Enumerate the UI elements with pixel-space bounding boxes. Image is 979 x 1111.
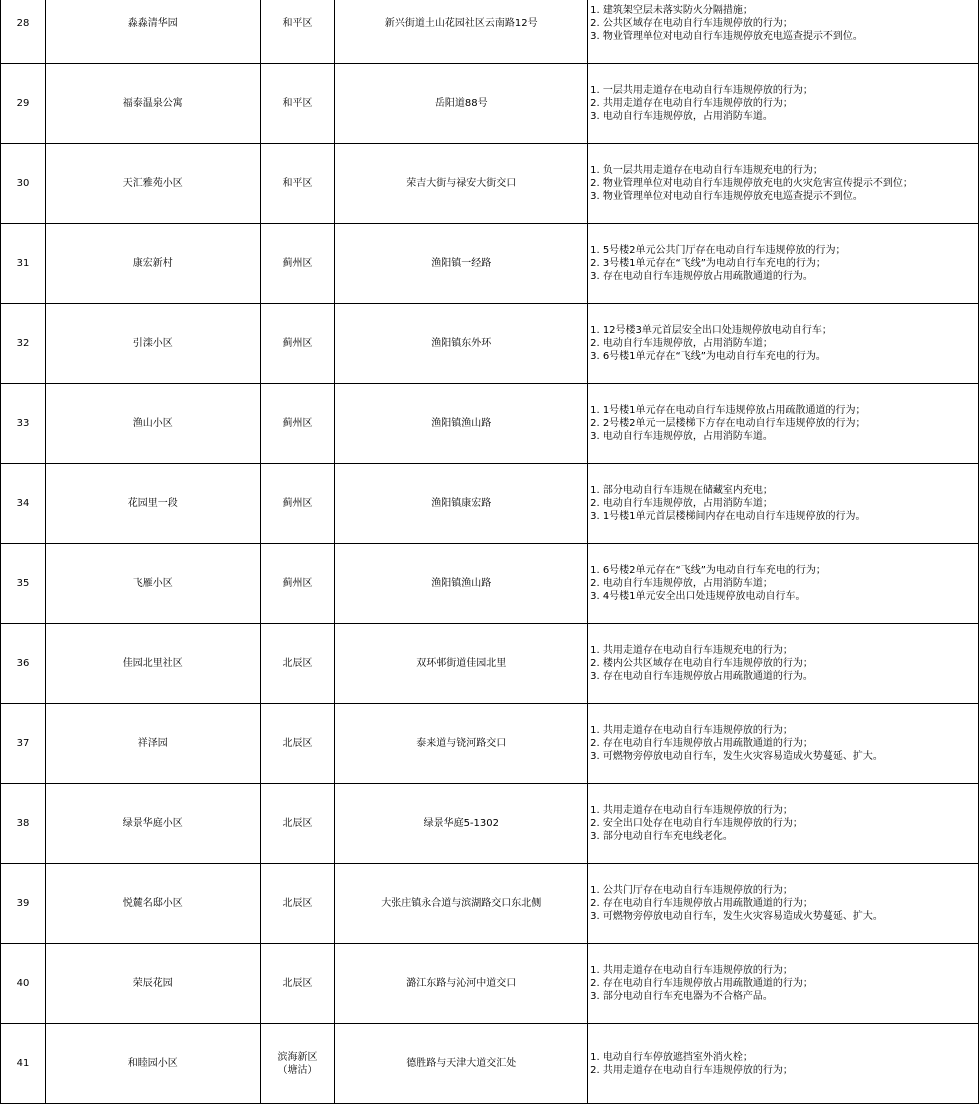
issue-item: 3. 6号楼1单元存在“飞线”为电动自行车充电的行为。 [590, 351, 826, 362]
district-line: 北辰区 [282, 818, 313, 829]
district-cell [260, 0, 335, 64]
community-name-cell: 悦麓名邸小区 [45, 864, 260, 944]
issue-item: 3. 部分电动自行车充电线老化。 [590, 831, 733, 842]
issues-cell [588, 864, 979, 944]
issues-cell [588, 624, 979, 704]
community-name-cell: 飞雁小区 [45, 544, 260, 624]
issues-cell [588, 704, 979, 784]
issues-cell [588, 0, 979, 64]
community-name-cell: 康宏新村 [45, 224, 260, 304]
table-body [1, 0, 979, 1104]
issue-item: 2. 2号楼2单元一层楼梯下方存在电动自行车违规停放的行为； [590, 418, 866, 429]
district-line: 和平区 [282, 18, 313, 29]
district-cell [260, 144, 335, 224]
district-line: 北辰区 [282, 658, 313, 669]
row-number-cell: 41 [1, 1024, 46, 1104]
issues-cell [588, 544, 979, 624]
table-row [1, 224, 979, 304]
community-name-cell: 淼淼清华园 [45, 0, 260, 64]
row-number-cell: 29 [1, 64, 46, 144]
address-cell: 德胜路与天津大道交汇处 [335, 1024, 588, 1104]
issue-item: 2. 楼内公共区域存在电动自行车违规停放的行为； [590, 658, 813, 669]
district-line: 北辰区 [282, 738, 313, 749]
district-line: 北辰区 [282, 898, 313, 909]
address-cell: 渔阳镇一经路 [335, 224, 588, 304]
table-row [1, 784, 979, 864]
row-number-cell: 38 [1, 784, 46, 864]
community-name-cell: 佳园北里社区 [45, 624, 260, 704]
issue-item: 3. 可燃物旁停放电动自行车，发生火灾容易造成火势蔓延、扩大。 [590, 911, 883, 922]
table-row [1, 384, 979, 464]
table-row [1, 304, 979, 384]
address-cell: 渔阳镇渔山路 [335, 384, 588, 464]
district-cell [260, 784, 335, 864]
address-cell: 泰来道与铙河路交口 [335, 704, 588, 784]
district-cell [260, 224, 335, 304]
issues-cell [588, 944, 979, 1024]
issue-item: 1. 6号楼2单元存在“飞线”为电动自行车充电的行为； [590, 565, 826, 576]
community-name-cell: 和睦园小区 [45, 1024, 260, 1104]
issue-item: 3. 可燃物旁停放电动自行车，发生火灾容易造成火势蔓延、扩大。 [590, 751, 883, 762]
table-row [1, 144, 979, 224]
community-name-cell: 绿景华庭小区 [45, 784, 260, 864]
issue-item: 1. 一层共用走道存在电动自行车违规停放的行为； [590, 85, 813, 96]
row-number-cell: 37 [1, 704, 46, 784]
table-row [1, 864, 979, 944]
row-number-cell: 35 [1, 544, 46, 624]
issues-cell [588, 784, 979, 864]
district-line: 蓟州区 [282, 498, 313, 509]
row-number-cell: 39 [1, 864, 46, 944]
address-cell: 渔阳镇渔山路 [335, 544, 588, 624]
community-name-cell: 祥泽园 [45, 704, 260, 784]
issue-item: 1. 1号楼1单元存在电动自行车违规停放占用疏散通道的行为； [590, 405, 866, 416]
issue-item: 2. 3号楼1单元存在“飞线”为电动自行车充电的行为； [590, 258, 826, 269]
issue-item: 1. 部分电动自行车违规在储藏室内充电； [590, 485, 773, 496]
issue-item: 2. 共用走道存在电动自行车违规停放的行为； [590, 1064, 793, 1076]
community-name-cell: 引滦小区 [45, 304, 260, 384]
issue-item: 3. 存在电动自行车违规停放占用疏散通道的行为。 [590, 271, 813, 282]
issue-item: 2. 电动自行车违规停放，占用消防车道； [590, 338, 773, 349]
district-cell [260, 304, 335, 384]
issue-item: 3. 物业管理单位对电动自行车违规停放充电巡查提示不到位。 [590, 191, 863, 202]
address-cell: 荣吉大街与禄安大街交口 [335, 144, 588, 224]
community-name-cell: 花园里一段 [45, 464, 260, 544]
issue-item: 1. 建筑架空层未落实防火分隔措施； [590, 5, 753, 16]
issues-cell [588, 464, 979, 544]
issue-item: 1. 共用走道存在电动自行车违规停放的行为； [590, 965, 793, 976]
issue-item: 2. 共用走道存在电动自行车违规停放的行为； [590, 98, 793, 109]
issue-item: 1. 公共门厅存在电动自行车违规停放的行为； [590, 885, 793, 896]
address-cell: 潞江东路与沁河中道交口 [335, 944, 588, 1024]
district-line: （塘沽） [277, 1064, 318, 1076]
issues-cell [588, 144, 979, 224]
address-cell: 渔阳镇东外环 [335, 304, 588, 384]
row-number-cell: 31 [1, 224, 46, 304]
row-number-cell: 40 [1, 944, 46, 1024]
district-line: 和平区 [282, 178, 313, 189]
issue-item: 1. 5号楼2单元公共门厅存在电动自行车违规停放的行为； [590, 245, 846, 256]
community-name-cell: 天汇雅苑小区 [45, 144, 260, 224]
district-cell [260, 944, 335, 1024]
issue-item: 1. 电动自行车停放遮挡室外消火栓； [590, 1051, 753, 1063]
issue-item: 3. 物业管理单位对电动自行车违规停放充电巡查提示不到位。 [590, 31, 863, 42]
community-name-cell: 渔山小区 [45, 384, 260, 464]
address-cell: 双环邨街道佳园北里 [335, 624, 588, 704]
district-cell [260, 64, 335, 144]
issue-item: 1. 12号楼3单元首层安全出口处违规停放电动自行车； [590, 325, 832, 336]
district-cell [260, 624, 335, 704]
table-row [1, 464, 979, 544]
issue-item: 3. 电动自行车违规停放，占用消防车道。 [590, 431, 773, 442]
issue-item: 2. 电动自行车违规停放，占用消防车道； [590, 498, 773, 509]
issues-cell [588, 224, 979, 304]
table-row [1, 944, 979, 1024]
issue-item: 3. 部分电动自行车充电器为不合格产品。 [590, 991, 773, 1002]
district-cell [260, 384, 335, 464]
address-cell: 岳阳道88号 [335, 64, 588, 144]
district-line: 蓟州区 [282, 418, 313, 429]
district-cell [260, 864, 335, 944]
district-cell [260, 544, 335, 624]
row-number-cell: 33 [1, 384, 46, 464]
address-cell: 绿景华庭5-1302 [335, 784, 588, 864]
issue-item: 2. 存在电动自行车违规停放占用疏散通道的行为； [590, 738, 813, 749]
issue-item: 2. 安全出口处存在电动自行车违规停放的行为； [590, 818, 803, 829]
row-number-cell: 32 [1, 304, 46, 384]
district-line: 蓟州区 [282, 578, 313, 589]
table-row [1, 1024, 979, 1104]
address-cell: 渔阳镇康宏路 [335, 464, 588, 544]
issue-item: 1. 共用走道存在电动自行车违规停放的行为； [590, 725, 793, 736]
issue-item: 2. 公共区域存在电动自行车违规停放的行为； [590, 18, 793, 29]
issue-item: 3. 1号楼1单元首层楼梯间内存在电动自行车违规停放的行为。 [590, 511, 866, 522]
table-row [1, 704, 979, 784]
district-line: 蓟州区 [282, 338, 313, 349]
issue-item: 3. 存在电动自行车违规停放占用疏散通道的行为。 [590, 671, 813, 682]
issue-item: 2. 存在电动自行车违规停放占用疏散通道的行为； [590, 898, 813, 909]
address-cell: 新兴街道土山花园社区云南路12号 [335, 0, 588, 64]
issues-cell [588, 64, 979, 144]
row-number-cell: 36 [1, 624, 46, 704]
row-number-cell: 28 [1, 0, 46, 64]
district-line: 和平区 [282, 98, 313, 109]
district-cell [260, 704, 335, 784]
issue-item: 3. 电动自行车违规停放，占用消防车道。 [590, 111, 773, 122]
district-line: 北辰区 [282, 978, 313, 989]
district-line: 滨海新区 [277, 1051, 318, 1063]
district-cell [260, 464, 335, 544]
table-row [1, 0, 979, 64]
issue-item: 2. 电动自行车违规停放，占用消防车道； [590, 578, 773, 589]
issues-cell [588, 304, 979, 384]
table-row [1, 544, 979, 624]
address-cell: 大张庄镇永合道与滨湖路交口东北侧 [335, 864, 588, 944]
issue-item: 1. 负一层共用走道存在电动自行车违规充电的行为； [590, 165, 823, 176]
issue-item: 3. 4号楼1单元安全出口处违规停放电动自行车。 [590, 591, 806, 602]
row-number-cell: 34 [1, 464, 46, 544]
issues-cell [588, 384, 979, 464]
table-row [1, 64, 979, 144]
issue-item: 1. 共用走道存在电动自行车违规充电的行为； [590, 645, 793, 656]
issues-cell [588, 1024, 979, 1104]
district-line: 蓟州区 [282, 258, 313, 269]
community-name-cell: 荣辰花园 [45, 944, 260, 1024]
district-cell [260, 1024, 335, 1104]
row-number-cell: 30 [1, 144, 46, 224]
community-name-cell: 福泰温泉公寓 [45, 64, 260, 144]
table-row [1, 624, 979, 704]
issue-item: 1. 共用走道存在电动自行车违规停放的行为； [590, 805, 793, 816]
issue-item: 2. 存在电动自行车违规停放占用疏散通道的行为； [590, 978, 813, 989]
issue-item: 2. 物业管理单位对电动自行车违规停放充电的火灾危害宣传提示不到位； [590, 178, 913, 189]
